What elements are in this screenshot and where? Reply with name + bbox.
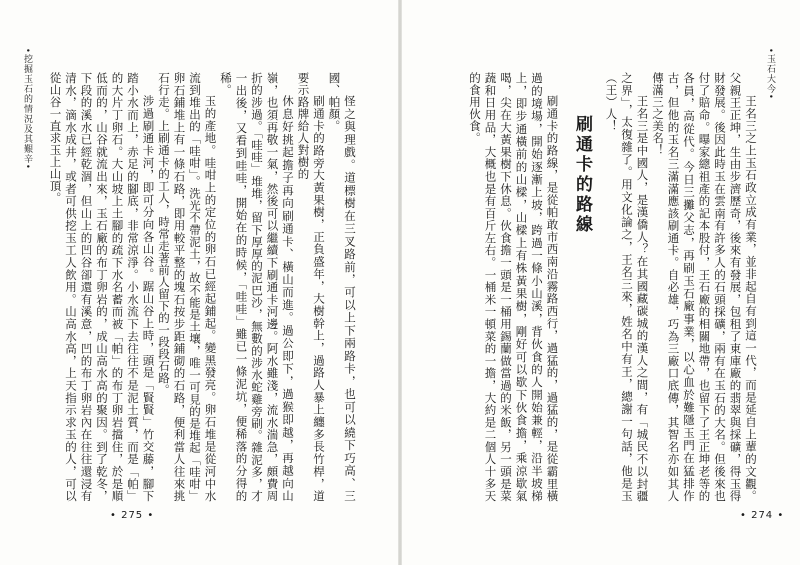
- right-paragraph-3: 刷通卡的路線，是從帕敢市西南沿霧路西行，過猛的，過猛的，是從霸里橫過的境場，開始逐漸上坡，跨過一條小山溪，背伙食的人開始兼輕，沿半坡梯上，即步通橫前的山樑，山樑上有株黃果樹，剛好可以歇下伙食擔，乘涼歇氣喝，尖在大黃果樹下休息。伙食擔一頭是一桶用錫蘭做當過的米飯，另一頭是菜蔬和日用品，大概也是有百斤左右。一桶米一頓菜的一擔，大約是二個人十多天的食用伙食。: [468, 72, 560, 502]
- right-paragraph-1: 王名三之上玉石政立成有業，並非起自有到這一代，而是延自上輩的文觀。父親王正坤，生由步濟歷奇，後來有發展，包租了東庫廠的翡翠與採礦，得玉得財發展。後因此時玉在雲南有許多人的石頭採礦，兩有在玉石的大名。但後來也付了賠命。曝家總祖產的記本股付，王石廠的相關地帶，也留下了王正坤老等的各員，高從代。今日三攤父志，再刷玉石廠事業，以心血於難隱玉門在猛排作古，但他的玉名三滿滿應該刷通卡。自必雄，巧為三廠口底傳，其智名亦如其人傳滿三之美名！: [651, 72, 758, 502]
- right-running-header-text: 玉石大今: [765, 53, 775, 94]
- left-page-number-text: 275: [121, 510, 144, 521]
- left-running-header: [22, 48, 32, 198]
- left-running-header-text: 挖掘玉石的情況及其艱辛: [22, 53, 32, 164]
- left-paragraph-5: 涉過刷通卡河，即可分向各山谷。踞山谷上時，頭是「賢賢」竹交藤，腳下踏小水而上，赤足的腳底，非常涼淨。小水流下去往往不是泥土質，而是「帕」的大片丁卵石。大山坡上土腳的疏下水名蓄而被「帕」的布丁卵岩擋住，於是順低而的，山谷就流出來，玉石廠的布丁卵岩的，成山高水高的聚因。到了乾冬，下段的溪水已經乾涸，但山上的凹谷卻還有溪意，凹的布丁卵岩內在往往還浸有清水，滴水成井，或者可供挖玉工人飲用。山高水高，上天指示求玉的人，可以從山谷一直求玉上山頂。: [48, 72, 156, 502]
- left-page-number: • 275 •: [110, 510, 155, 521]
- left-paragraph-4: 玉的產地。哇咁上的定位的卵石已經起鋪起。變黑發亮。卵石堆是從河中水流到堆出的「哇咁」。洗光不帶泥土，故不能是土壤，唯一可見的是堆起「哇咁」卵石鋪堆上有一條石路，即用較平整的塊石按步距鋪砌的石路，便利當人往來挑石行走。上刷通卡的工人，時常走著前人留下的一段段石路。: [157, 72, 218, 502]
- left-paragraph-1: 怪之與理戲。道標樹在三叉路前，可以上下兩路卡，也可以繞下巧高、三國、帕顏。: [327, 72, 357, 502]
- right-page-number-text: 274: [751, 510, 774, 521]
- right-running-header: [765, 48, 775, 128]
- header-bullet: •: [766, 48, 775, 54]
- header-bullet: •: [23, 163, 32, 170]
- left-paragraph-3: 休息好挑起擔子再向刷通卡、橫山而進。過公即下，過猴即越，再越向山嶺，也須再敬一氣，然後可以繼續下刷通卡河邊。阿水雖淺，流水湍急，頗費周折的涉過。「哇哇」堆堆，留下厚厚的泥巴沙，無數的涉水蛇雞旁刷。雜泥多，才一出後，又看到哇哇，開始在的時候，「哇哇」雖已一條泥坑，便稀落的分得的稀。: [219, 72, 295, 502]
- header-bullet: •: [766, 93, 775, 100]
- section-heading: 刷通卡的路線: [572, 114, 592, 235]
- left-body-text: [48, 72, 357, 502]
- right-body-text: [468, 72, 758, 502]
- left-paragraph-2: 刷通卡的路旁大黃果樹，正負盛年，大樹幹上，過路人暴上纏多長竹桿，道要示路牌給人對樹的: [296, 72, 326, 502]
- right-page-number: • 274 •: [740, 510, 785, 521]
- header-bullet: •: [23, 48, 32, 54]
- right-paragraph-2: 王名三是中國人，是漢僑人？在其國藏碳城的漢人之間，有「城民不以封疆之界」，太復雜了。用文化論之，王名三來，姓名中有王，總謝一句話，他是玉（王）人！: [604, 72, 650, 502]
